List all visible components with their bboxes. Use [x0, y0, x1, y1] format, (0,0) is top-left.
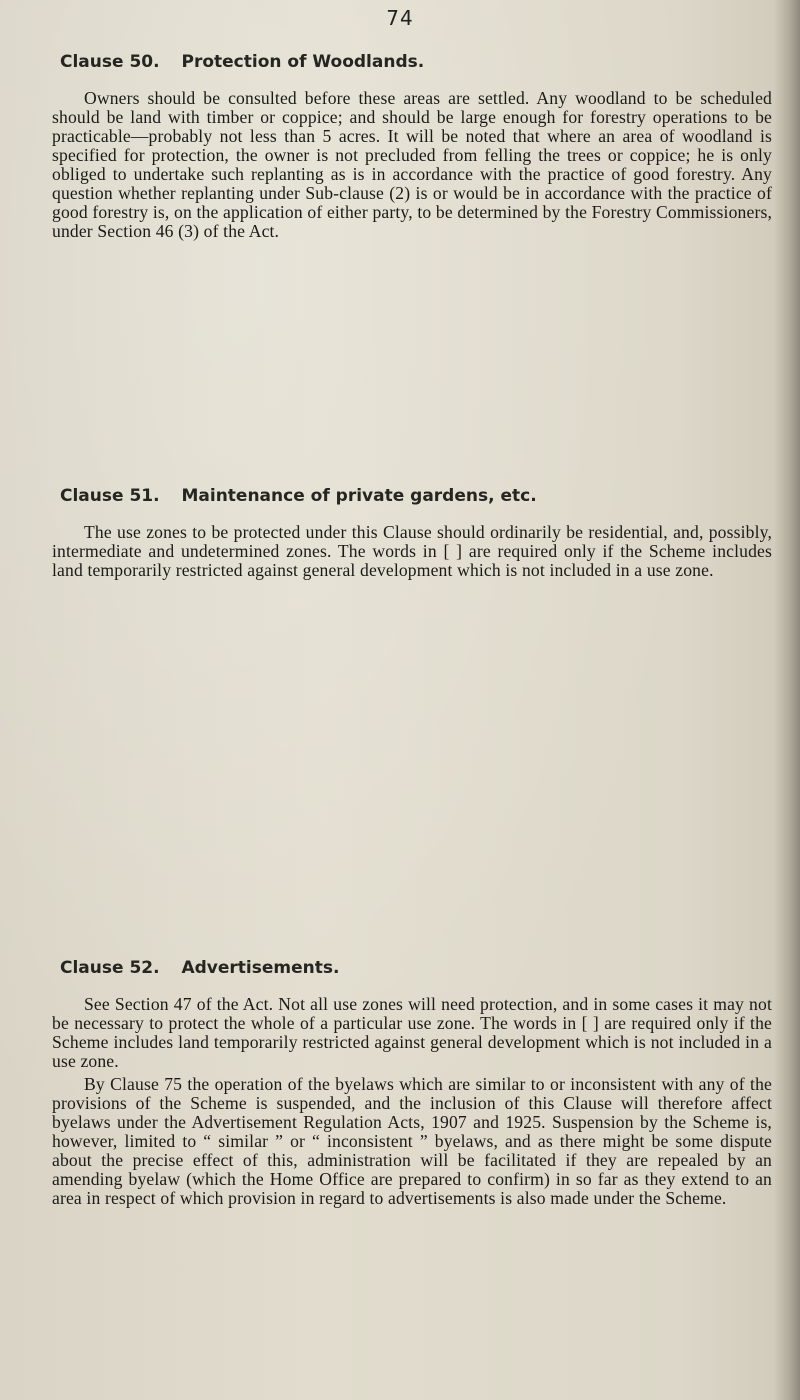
clause-51-paragraph: The use zones to be protected under this Clause should ordinarily be residential, and, possibly, intermediate and undetermined zones. The words in [ ] are required only if the Scheme includes land temporarily restricted against general development which is not included in a use zone.: [52, 522, 772, 580]
clause-52-paragraph-2: By Clause 75 the operation of the byelaws which are similar to or inconsistent with any of the provisions of the Scheme is suspended, and the inclusion of this Clause will therefore affect byelaws under the Advertisement Regulation Acts, 1907 and 1925. Suspension by the Scheme is, however, limited to “ similar ” or “ inconsistent ” byelaws, and as there might be some dispute about the precise effect of this, administration will be facilitated if they are repealed by an amending byelaw (which the Home Office are prepared to confirm) in so far as they extend to an area in respect of which provision in regard to advertisements is also made under the Scheme.: [52, 1074, 772, 1208]
clause-number: Clause 51.: [60, 486, 160, 506]
clause-51-heading: [60, 486, 772, 506]
clause-52-paragraph-1: See Section 47 of the Act. Not all use zones will need protection, and in some cases it may not be necessary to protect the whole of a particular use zone. The words in [ ] are required only if the Scheme includes land temporarily restricted against general development which is not included in a use zone.: [52, 994, 772, 1071]
clause-51-section: [52, 486, 772, 584]
page-number: 74: [386, 6, 414, 30]
clause-50-heading: [60, 52, 772, 72]
clause-52-heading: [60, 958, 772, 978]
clause-50-section: [52, 52, 772, 245]
clause-title: Protection of Woodlands.: [181, 52, 425, 72]
page-edge-shadow: [774, 0, 800, 1400]
clause-number: Clause 50.: [60, 52, 160, 72]
clause-title: Maintenance of private gardens, etc.: [181, 486, 537, 506]
clause-50-paragraph: Owners should be consulted before these areas are settled. Any woodland to be scheduled should be land with timber or coppice; and should be large enough for forestry operations to be practicable—probably not less than 5 acres. It will be noted that where an area of woodland is specified for protection, the owner is not precluded from felling the trees or coppice; he is only obliged to undertake such replanting as is in accordance with the practice of good forestry. Any question whether replanting under Sub-clause (2) is or would be in accordance with the practice of good forestry is, on the application of either party, to be determined by the Forestry Commissioners, under Section 46 (3) of the Act.: [52, 88, 772, 241]
clause-title: Advertisements.: [181, 958, 340, 978]
clause-52-section: [52, 958, 772, 1212]
clause-number: Clause 52.: [60, 958, 160, 978]
